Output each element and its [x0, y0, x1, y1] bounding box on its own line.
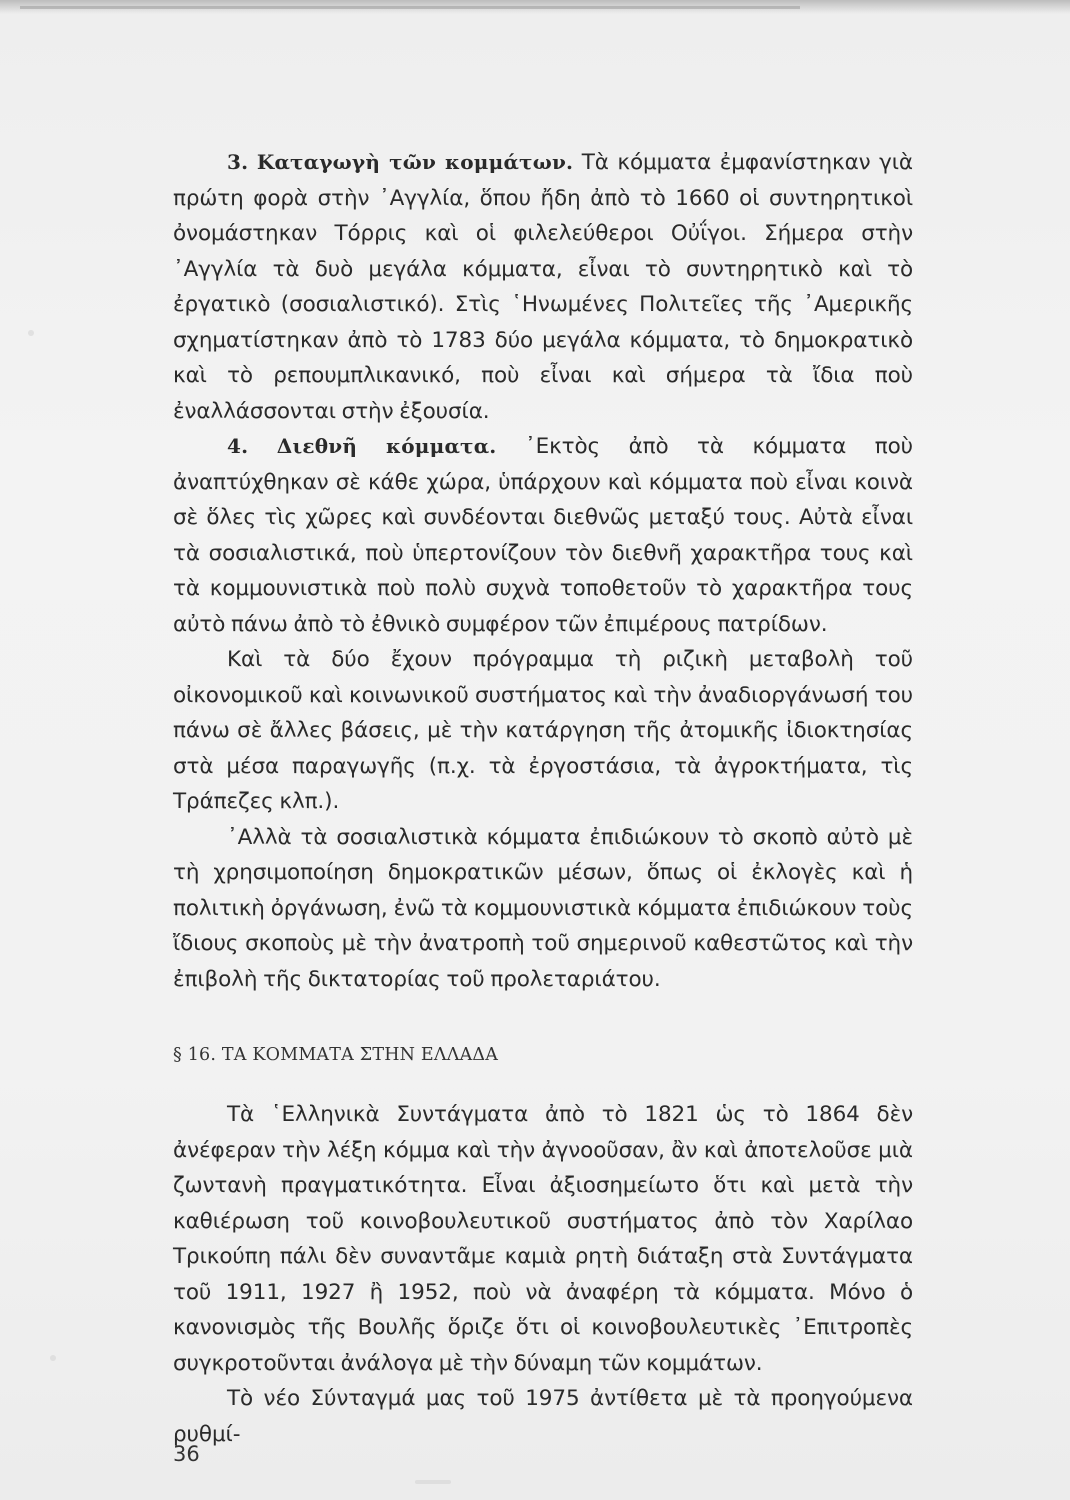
section-3-number: 3.: [227, 150, 249, 174]
main-text: [173, 145, 913, 997]
section-4-number: 4.: [227, 434, 249, 458]
paragraph-both-programs: Καὶ τὰ δύο ἔχουν πρόγραμμα τὴ ριζικὴ μεταβολὴ τοῦ οἰκονομικοῦ καὶ κοινωνικοῦ συστήματος καὶ τὴν ἀναδιοργάνωσή του πάνω σὲ ἄλλες βάσεις, μὲ τὴν κατάργηση τῆς ἀτομικῆς ἰδιοκτησίας στὰ μέσα παραγωγῆς (π.χ. τὰ ἐργοστάσια, τὰ ἀγροκτήματα, τὶς Τράπεζες κλπ.).: [173, 647, 913, 814]
section-4-paragraph: [173, 429, 913, 642]
section-3-heading: Καταγωγὴ τῶν κομμάτων.: [256, 150, 574, 174]
section-4-body: ᾿Εκτὸς ἀπὸ τὰ κόμματα ποὺ ἀναπτύχθηκαν σὲ κάθε χώρα, ὑπάρχουν καὶ κόμματα ποὺ εἶναι κοινὰ σὲ ὅλες τὶς χῶρες καὶ συνδέονται διεθνῶς μεταξύ τους. Αὐτὰ εἶναι τὰ σοσιαλιστικά, ποὺ ὑπερτονίζουν τὸν διεθνῆ χαρακτῆρα τους καὶ τὰ κομμουνιστικὰ ποὺ πολὺ συχνὰ τοποθετοῦν τὸ χαρακτῆρα τους αὐτὸ πάνω ἀπὸ τὸ ἐθνικὸ συμφέρον τῶν ἐπιμέρους πατρίδων.: [173, 434, 913, 637]
section-3-body: Τὰ κόμματα ἐμφανίστηκαν γιὰ πρώτη φορὰ στὴν ᾿Αγγλία, ὅπου ἤδη ἀπὸ τὸ 1660 οἱ συντηρητικοὶ ὀνομάστηκαν Τόρρις καὶ οἱ φιλελεύθεροι Οὐΐγοι. Σήμερα στὴν ᾿Αγγλία τὰ δυὸ μεγάλα κόμματα, εἶναι τὸ συντηρητικὸ καὶ τὸ ἐργατικὸ (σοσιαλιστικό). Στὶς ῾Ηνωμένες Πολιτεῖες τῆς ᾿Αμερικῆς σχηματίστηκαν ἀπὸ τὸ 1783 δύο μεγάλα κόμματα, τὸ δημοκρατικὸ καὶ τὸ ρεπουμπλικανικό, ποὺ εἶναι καὶ σήμερα τὰ ἴδια ποὺ ἐναλλάσσονται στὴν ἐξουσία.: [173, 150, 914, 424]
section-3-paragraph: [173, 145, 913, 429]
paragraph-constitution-1975: Τὸ νέο Σύνταγμά μας τοῦ 1975 ἀντίθετα μὲ τὰ προηγούμενα ρυθμί-: [173, 1386, 913, 1447]
paragraph-socialist-vs-communist: ᾿Αλλὰ τὰ σοσιαλιστικὰ κόμματα ἐπιδιώκουν τὸ σκοπὸ αὐτὸ μὲ τὴ χρησιμοποίηση δημοκρατικῶν μέσων, ὅπως οἱ ἐκλογὲς καὶ ἡ πολιτικὴ ὀργάνωση, ἐνῶ τὰ κομμουνιστικὰ κόμματα ἐπιδιώκουν τοὺς ἴδιους σκοποὺς μὲ τὴν ἀνατροπὴ τοῦ σημερινοῦ καθεστῶτος καὶ τὴν ἐπιβολὴ τῆς δικτατορίας τοῦ προλεταριάτου.: [173, 824, 913, 992]
page-number: 36: [173, 1442, 200, 1466]
paper-smudge: [415, 1480, 451, 1484]
paper-smudge: [50, 1355, 56, 1361]
paper-smudge: [28, 330, 34, 336]
chapter-text: [173, 1097, 913, 1452]
section-4-heading: Διεθνῆ κόμματα.: [276, 434, 497, 458]
paragraph-greek-constitutions: Τὰ ῾Ελληνικὰ Συντάγματα ἀπὸ τὸ 1821 ὡς τὸ 1864 δὲν ἀνέφεραν τὴν λέξη κόμμα καὶ τὴν ἀγνοοῦσαν, ἂν καὶ ἀποτελοῦσε μιὰ ζωντανὴ πραγματικότητα. Εἶναι ἀξιοσημείωτο ὅτι καὶ μετὰ τὴν καθιέρωση τοῦ κοινοβουλευτικοῦ συστήματος ἀπὸ τὸν Χαρίλαο Τρικούπη πάλι δὲν συναντᾶμε καμιὰ ρητὴ διάταξη στὰ Συντάγματα τοῦ 1911, 1927 ἢ 1952, ποὺ νὰ ἀναφέρη τὰ κόμματα. Μόνο ὁ κανονισμὸς τῆς Βουλῆς ὅριζε ὅτι οἱ κοινοβουλευτικὲς ᾿Επιτροπὲς συγκροτοῦνται ἀνάλογα μὲ τὴν δύναμη τῶν κομμάτων.: [173, 1102, 913, 1376]
chapter-heading: § 16. ΤΑ ΚΟΜΜΑΤΑ ΣΤΗΝ ΕΛΛΑΔΑ: [173, 1045, 499, 1065]
top-rule-line: [20, 6, 800, 9]
